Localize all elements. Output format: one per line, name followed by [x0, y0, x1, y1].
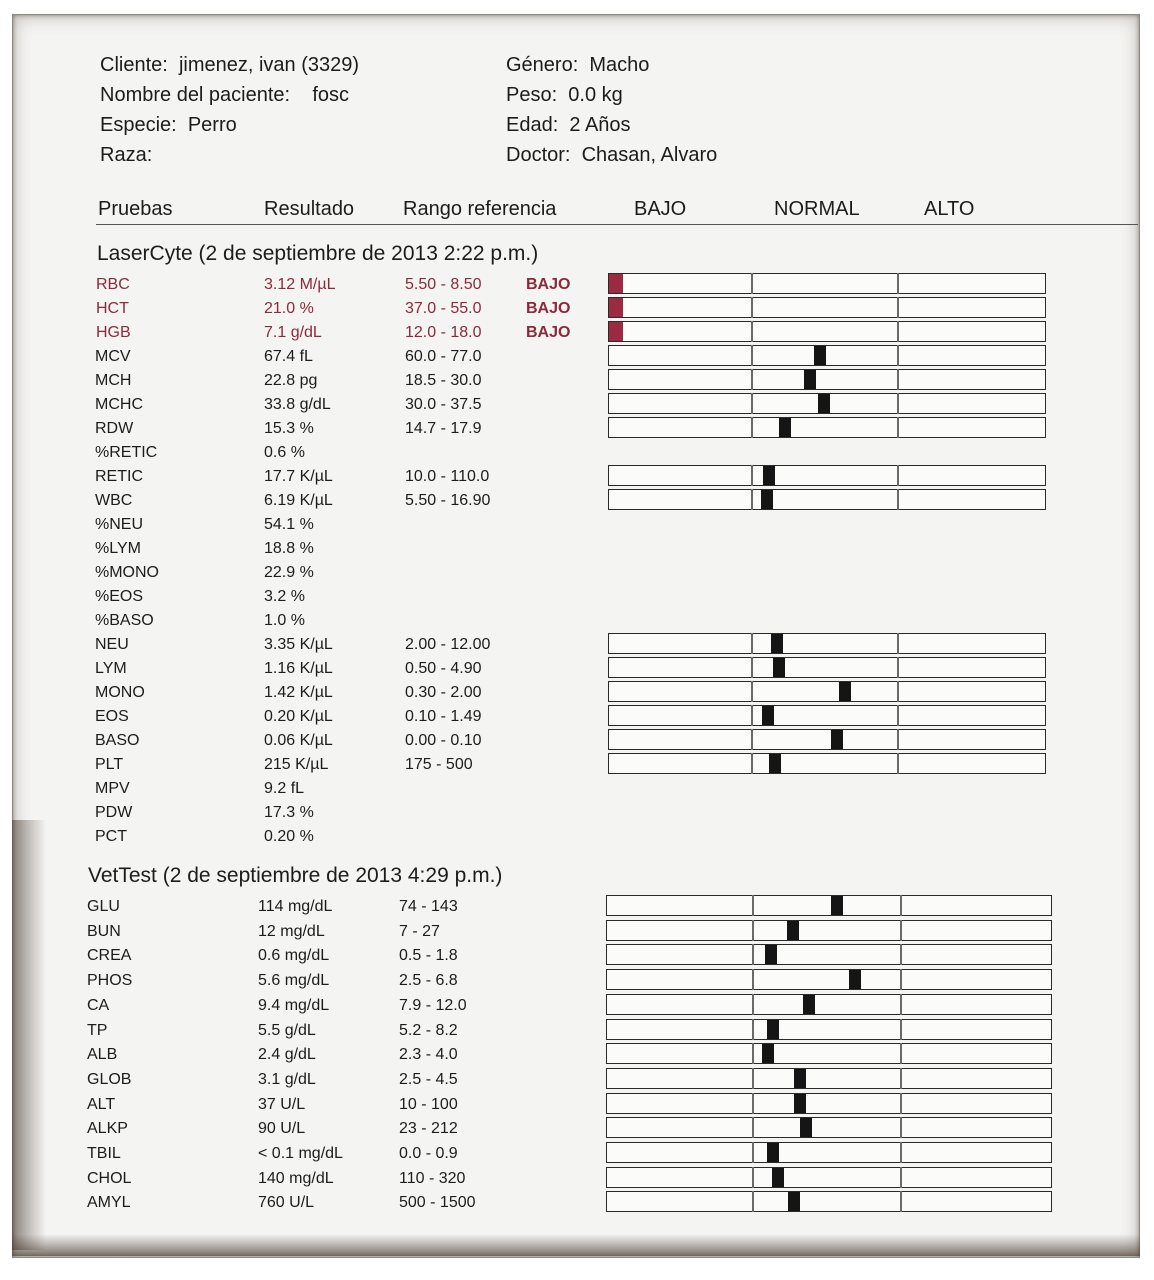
test-result: 760 U/L: [258, 1194, 315, 1212]
breed-label: Raza:: [100, 144, 153, 166]
test-name: RDW: [95, 420, 134, 437]
test-name: CHOL: [87, 1169, 132, 1187]
section-title: VetTest (2 de septiembre de 2013 4:29 p.m.): [88, 864, 503, 887]
test-name: PHOS: [87, 972, 133, 990]
test-result: 17.7 K/µL: [264, 468, 333, 485]
range-indicator-bar: [606, 1142, 1052, 1163]
low-normal-divider: [751, 393, 753, 414]
doctor-value: Chasan, Alvaro: [581, 144, 718, 166]
test-name: %MONO: [95, 564, 159, 581]
normal-high-divider: [897, 321, 899, 342]
result-marker: [831, 896, 843, 915]
test-result: 67.4 fL: [264, 348, 313, 365]
result-marker: [839, 682, 851, 701]
normal-high-divider: [897, 633, 899, 654]
normal-high-divider: [900, 895, 902, 916]
test-name: MCHC: [95, 396, 143, 413]
test-name: PCT: [95, 828, 127, 845]
range-indicator-bar: [608, 753, 1046, 774]
test-result: 7.1 g/dL: [264, 324, 322, 341]
test-result: 0.6 mg/dL: [258, 947, 330, 965]
low-normal-divider: [752, 1191, 754, 1212]
low-normal-divider: [751, 681, 753, 702]
low-normal-divider: [751, 753, 753, 774]
low-normal-divider: [751, 705, 753, 726]
result-marker: [609, 298, 623, 317]
normal-high-divider: [900, 1167, 902, 1188]
normal-high-divider: [897, 753, 899, 774]
normal-high-divider: [897, 345, 899, 366]
reference-range: 110 - 320: [399, 1169, 466, 1187]
status-flag: BAJO: [526, 300, 571, 317]
breed-field: [100, 144, 152, 167]
reference-range: 0.5 - 1.8: [399, 947, 458, 965]
low-normal-divider: [752, 944, 754, 965]
reference-range: 5.50 - 8.50: [405, 276, 482, 293]
test-name: HCT: [96, 300, 129, 317]
species-label: Especie:: [100, 114, 177, 136]
low-normal-divider: [752, 1117, 754, 1138]
test-name: GLOB: [87, 1070, 132, 1088]
range-indicator-bar: [608, 345, 1046, 366]
test-name: ALKP: [87, 1120, 128, 1138]
test-result: 140 mg/dL: [258, 1169, 334, 1187]
age-value: 2 Años: [569, 114, 631, 136]
reference-range: 7.9 - 12.0: [399, 996, 467, 1014]
normal-high-divider: [897, 657, 899, 678]
range-indicator-bar: [608, 681, 1046, 702]
normal-high-divider: [897, 489, 899, 510]
status-flag: BAJO: [526, 276, 571, 293]
test-result: 17.3 %: [264, 804, 314, 821]
range-indicator-bar: [606, 1093, 1052, 1114]
test-name: HGB: [96, 324, 131, 341]
patient-name-field: [100, 84, 349, 107]
test-name: PLT: [95, 756, 124, 773]
range-indicator-bar: [606, 1191, 1052, 1212]
normal-high-divider: [897, 273, 899, 294]
reference-range: 60.0 - 77.0: [405, 348, 482, 365]
test-result: 1.0 %: [264, 612, 305, 629]
test-name: CREA: [87, 947, 132, 965]
result-marker: [779, 418, 791, 437]
test-name: RBC: [96, 276, 130, 293]
test-result: 21.0 %: [264, 300, 314, 317]
patient-name-value: fosc: [312, 84, 350, 106]
client-label: Cliente:: [100, 54, 168, 76]
normal-high-divider: [897, 369, 899, 390]
result-marker: [787, 921, 799, 940]
range-indicator-bar: [608, 393, 1046, 414]
normal-high-divider: [897, 705, 899, 726]
test-name: ALT: [87, 1095, 116, 1113]
paper-edge-stain: [12, 1234, 1140, 1256]
result-marker: [762, 706, 774, 725]
reference-range: 23 - 212: [399, 1120, 458, 1138]
header-divider: [96, 224, 1138, 225]
result-marker: [803, 995, 815, 1014]
column-header-low: BAJO: [634, 198, 687, 220]
range-indicator-bar: [606, 920, 1052, 941]
normal-high-divider: [900, 1068, 902, 1089]
column-header-high: ALTO: [924, 198, 975, 220]
test-name: PDW: [95, 804, 133, 821]
result-marker: [609, 274, 623, 293]
range-indicator-bar: [608, 273, 1046, 294]
reference-range: 14.7 - 17.9: [405, 420, 482, 437]
column-header-reference: Rango referencia: [403, 198, 557, 220]
result-marker: [772, 1168, 784, 1187]
test-result: 0.06 K/µL: [264, 732, 333, 749]
test-result: 0.6 %: [264, 444, 305, 461]
range-indicator-bar: [606, 1117, 1052, 1138]
test-name: ALB: [87, 1046, 118, 1064]
test-result: 1.16 K/µL: [264, 660, 333, 677]
low-normal-divider: [751, 417, 753, 438]
normal-high-divider: [897, 729, 899, 750]
normal-high-divider: [900, 1117, 902, 1138]
low-normal-divider: [751, 465, 753, 486]
range-indicator-bar: [608, 321, 1046, 342]
range-indicator-bar: [608, 489, 1046, 510]
gender-field: [506, 54, 649, 77]
test-name: MONO: [95, 684, 145, 701]
test-result: 90 U/L: [258, 1120, 306, 1138]
result-marker: [763, 466, 775, 485]
test-result: 18.8 %: [264, 540, 314, 557]
reference-range: 2.00 - 12.00: [405, 636, 491, 653]
test-name: %RETIC: [95, 444, 158, 461]
range-indicator-bar: [606, 994, 1052, 1015]
range-indicator-bar: [606, 1019, 1052, 1040]
result-marker: [804, 370, 816, 389]
low-normal-divider: [752, 1068, 754, 1089]
status-flag: BAJO: [526, 324, 571, 341]
low-normal-divider: [751, 489, 753, 510]
gender-value: Macho: [589, 54, 650, 76]
range-indicator-bar: [608, 417, 1046, 438]
test-name: AMYL: [87, 1194, 131, 1212]
reference-range: 12.0 - 18.0: [405, 324, 482, 341]
range-indicator-bar: [606, 1068, 1052, 1089]
test-name: MCH: [95, 372, 132, 389]
age-label: Edad:: [506, 114, 559, 136]
reference-range: 10.0 - 110.0: [405, 468, 490, 485]
normal-high-divider: [897, 297, 899, 318]
reference-range: 2.5 - 6.8: [399, 972, 458, 990]
range-indicator-bar: [606, 969, 1052, 990]
test-result: 22.9 %: [264, 564, 314, 581]
test-name: TP: [87, 1021, 108, 1039]
test-result: < 0.1 mg/dL: [258, 1145, 343, 1162]
test-name: BASO: [95, 732, 140, 749]
test-name: %NEU: [95, 516, 144, 533]
low-normal-divider: [752, 920, 754, 941]
reference-range: 175 - 500: [405, 756, 473, 773]
low-normal-divider: [752, 895, 754, 916]
column-header-result: Resultado: [264, 198, 355, 220]
low-normal-divider: [751, 273, 753, 294]
test-result: 22.8 pg: [264, 372, 318, 389]
test-name: MCV: [95, 348, 131, 365]
result-marker: [818, 394, 830, 413]
low-normal-divider: [752, 1167, 754, 1188]
low-normal-divider: [752, 969, 754, 990]
species-field: [100, 114, 237, 137]
low-normal-divider: [752, 1019, 754, 1040]
doctor-label: Doctor:: [506, 144, 571, 166]
weight-field: [506, 84, 623, 107]
low-normal-divider: [752, 1142, 754, 1163]
test-name: %EOS: [95, 588, 144, 605]
reference-range: 10 - 100: [399, 1095, 458, 1113]
low-normal-divider: [751, 369, 753, 390]
normal-high-divider: [897, 417, 899, 438]
test-name: TBIL: [87, 1145, 121, 1162]
age-field: [506, 114, 631, 137]
client-field: [100, 54, 359, 77]
reference-range: 0.0 - 0.9: [399, 1145, 458, 1162]
result-marker: [773, 658, 785, 677]
result-marker: [762, 1044, 774, 1063]
result-marker: [800, 1118, 812, 1137]
range-indicator-bar: [608, 657, 1046, 678]
test-result: 3.2 %: [264, 588, 305, 605]
test-result: 2.4 g/dL: [258, 1046, 316, 1064]
paper-stain: [12, 820, 46, 1250]
test-result: 0.20 K/µL: [264, 708, 333, 725]
test-result: 54.1 %: [264, 516, 314, 533]
range-indicator-bar: [606, 1043, 1052, 1064]
patient-name-label: Nombre del paciente:: [100, 84, 291, 106]
test-name: CA: [87, 996, 110, 1014]
low-normal-divider: [752, 1093, 754, 1114]
low-normal-divider: [751, 729, 753, 750]
reference-range: 0.10 - 1.49: [405, 708, 482, 725]
result-marker: [765, 945, 777, 964]
range-indicator-bar: [608, 705, 1046, 726]
result-marker: [769, 754, 781, 773]
test-name: %BASO: [95, 612, 154, 629]
test-result: 15.3 %: [264, 420, 314, 437]
test-name: RETIC: [95, 468, 143, 485]
normal-high-divider: [900, 994, 902, 1015]
range-indicator-bar: [608, 465, 1046, 486]
result-marker: [771, 634, 783, 653]
result-marker: [794, 1069, 806, 1088]
weight-label: Peso:: [506, 84, 558, 106]
low-normal-divider: [752, 1043, 754, 1064]
normal-high-divider: [900, 944, 902, 965]
range-indicator-bar: [608, 297, 1046, 318]
normal-high-divider: [900, 1191, 902, 1212]
low-normal-divider: [752, 994, 754, 1015]
reference-range: 37.0 - 55.0: [405, 300, 482, 317]
test-result: 9.4 mg/dL: [258, 996, 330, 1014]
test-result: 5.6 mg/dL: [258, 972, 330, 990]
reference-range: 0.30 - 2.00: [405, 684, 482, 701]
test-name: %LYM: [95, 540, 141, 557]
low-normal-divider: [751, 345, 753, 366]
test-result: 37 U/L: [258, 1095, 306, 1113]
result-marker: [788, 1192, 800, 1211]
test-name: MPV: [95, 780, 130, 797]
low-normal-divider: [751, 297, 753, 318]
low-normal-divider: [751, 321, 753, 342]
result-marker: [794, 1094, 806, 1113]
test-name: GLU: [87, 898, 120, 915]
reference-range: 0.50 - 4.90: [405, 660, 482, 677]
test-result: 12 mg/dL: [258, 922, 325, 940]
normal-high-divider: [900, 1019, 902, 1040]
species-value: Perro: [187, 114, 237, 136]
normal-high-divider: [897, 465, 899, 486]
doctor-field: [506, 144, 717, 167]
range-indicator-bar: [608, 633, 1046, 654]
result-marker: [767, 1020, 779, 1039]
reference-range: 5.50 - 16.90: [405, 492, 491, 509]
reference-range: 18.5 - 30.0: [405, 372, 482, 389]
client-value: jimenez, ivan (3329): [178, 54, 360, 76]
low-normal-divider: [751, 657, 753, 678]
normal-high-divider: [900, 1093, 902, 1114]
column-header-tests: Pruebas: [98, 198, 173, 220]
reference-range: 30.0 - 37.5: [405, 396, 482, 413]
result-marker: [761, 490, 773, 509]
test-name: WBC: [95, 492, 133, 509]
reference-range: 7 - 27: [399, 922, 440, 940]
test-result: 6.19 K/µL: [264, 492, 333, 509]
test-result: 33.8 g/dL: [264, 396, 331, 413]
test-result: 1.42 K/µL: [264, 684, 333, 701]
range-indicator-bar: [606, 1167, 1052, 1188]
normal-high-divider: [897, 681, 899, 702]
result-marker: [849, 970, 861, 989]
test-result: 114 mg/dL: [258, 898, 333, 915]
reference-range: 500 - 1500: [399, 1194, 476, 1212]
test-name: NEU: [95, 636, 129, 653]
normal-high-divider: [900, 920, 902, 941]
reference-range: 0.00 - 0.10: [405, 732, 482, 749]
range-indicator-bar: [608, 729, 1046, 750]
section-title: LaserCyte (2 de septiembre de 2013 2:22 p.m.): [97, 242, 539, 265]
test-result: 0.20 %: [264, 828, 314, 845]
reference-range: 74 - 143: [399, 898, 458, 915]
test-result: 3.35 K/µL: [264, 636, 333, 653]
normal-high-divider: [900, 1142, 902, 1163]
result-marker: [831, 730, 843, 749]
result-marker: [609, 322, 623, 341]
result-marker: [767, 1143, 779, 1162]
test-result: 3.12 M/µL: [264, 276, 336, 293]
test-name: BUN: [87, 922, 121, 940]
reference-range: 5.2 - 8.2: [399, 1021, 458, 1039]
test-result: 3.1 g/dL: [258, 1070, 316, 1088]
range-indicator-bar: [606, 944, 1052, 965]
reference-range: 2.3 - 4.0: [399, 1046, 458, 1064]
normal-high-divider: [897, 393, 899, 414]
test-name: EOS: [95, 708, 129, 725]
normal-high-divider: [900, 969, 902, 990]
test-name: LYM: [95, 660, 127, 677]
test-result: 9.2 fL: [264, 780, 305, 797]
test-result: 5.5 g/dL: [258, 1021, 316, 1039]
column-header-normal: NORMAL: [774, 198, 860, 220]
range-indicator-bar: [606, 895, 1052, 916]
normal-high-divider: [900, 1043, 902, 1064]
test-result: 215 K/µL: [264, 756, 329, 773]
gender-label: Género:: [506, 54, 579, 76]
range-indicator-bar: [608, 369, 1046, 390]
reference-range: 2.5 - 4.5: [399, 1070, 458, 1088]
weight-value: 0.0 kg: [568, 84, 623, 106]
result-marker: [814, 346, 826, 365]
low-normal-divider: [751, 633, 753, 654]
